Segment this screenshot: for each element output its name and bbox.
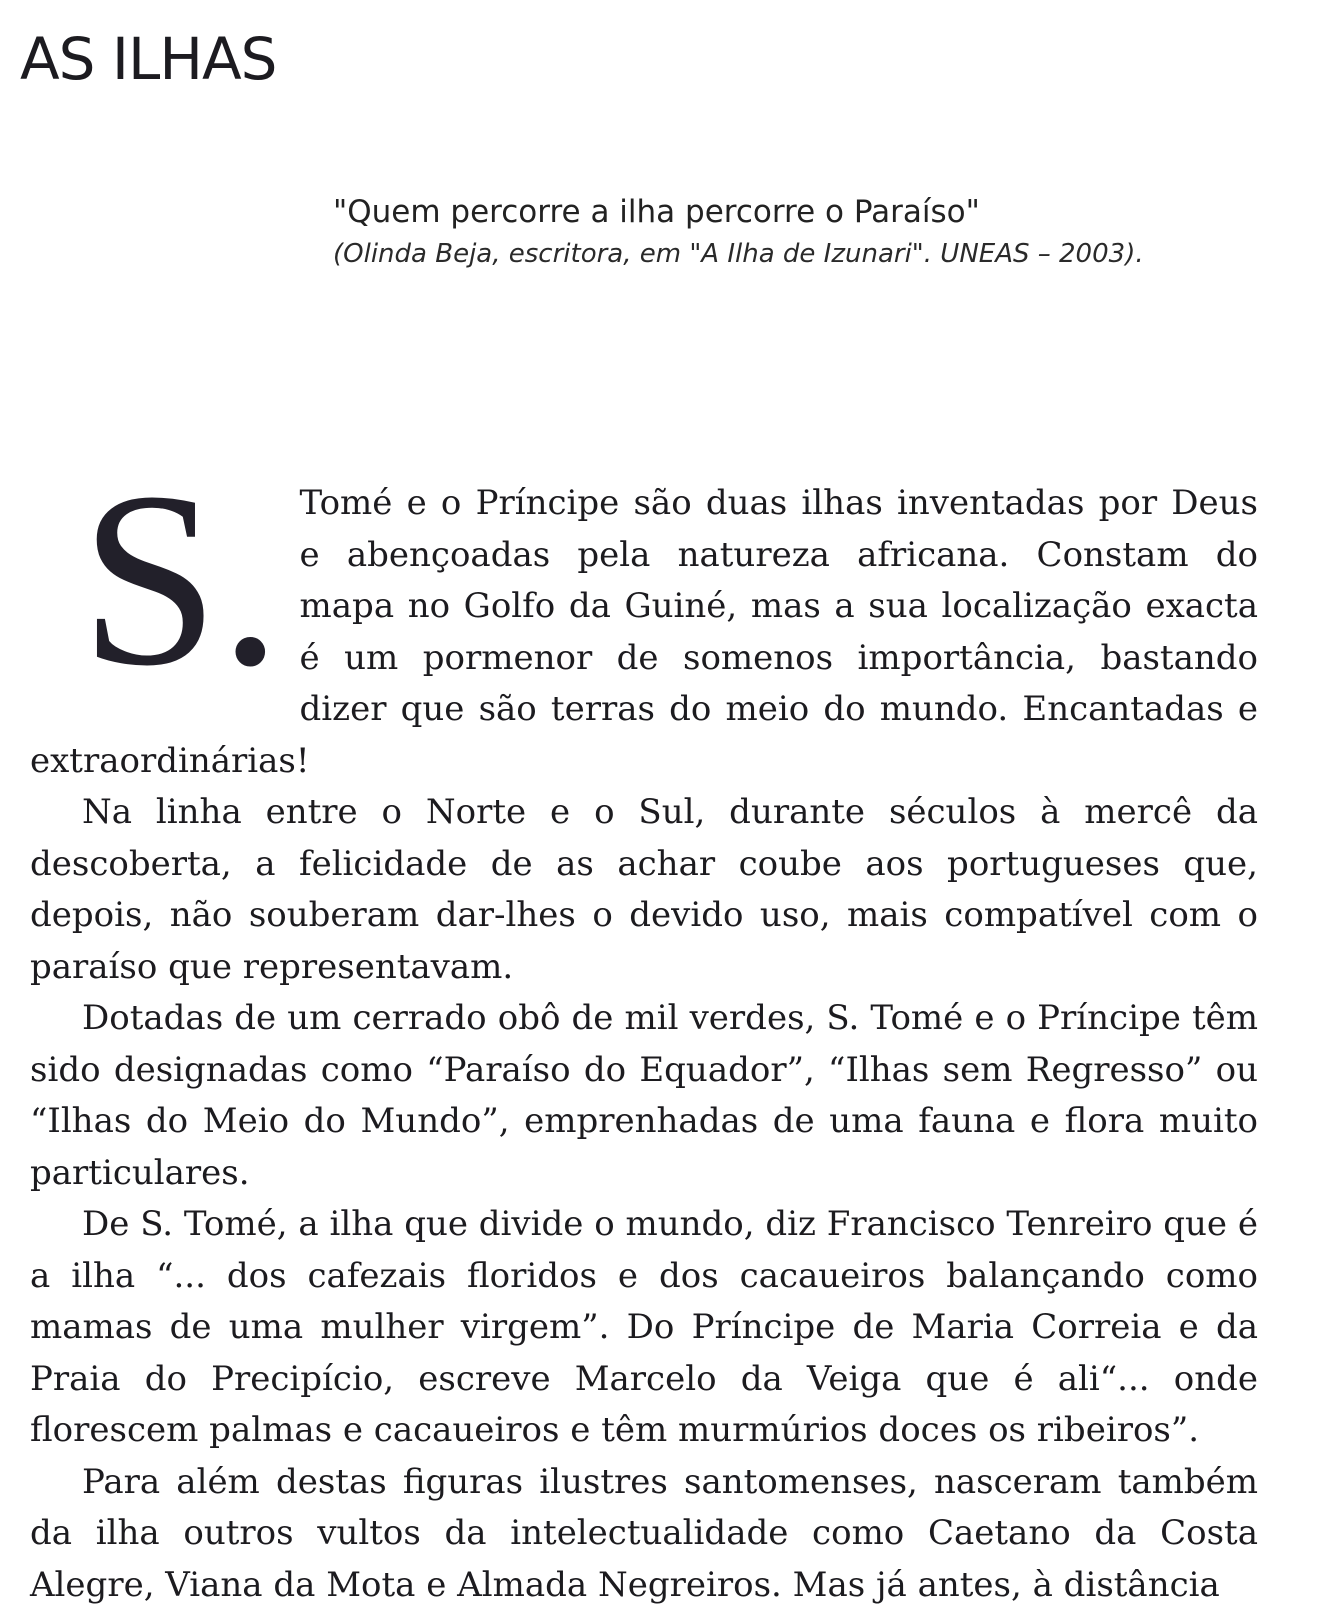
paragraph-5: Para além destas figuras ilustres santomenses, nasceram também da ilha outros vultos da intelectualidade como Caetano da Costa Alegre, Viana da Mota e Almada Negreiros. Mas já antes, à distância xyxy=(30,1457,1258,1611)
paragraph-3: Dotadas de um cerrado obô de mil verdes, S. Tomé e o Príncipe têm sido designadas como “Paraíso do Equador”, “Ilhas sem Regresso” ou “Ilhas do Meio do Mundo”, emprenhadas de uma fauna e flora muito particulares. xyxy=(30,993,1258,1199)
epigraph-citation: (Olinda Beja, escritora, em "A Ilha de Izunari". UNEAS – 2003). xyxy=(333,234,1293,274)
paragraph-2: Na linha entre o Norte e o Sul, durante séculos à mercê da descoberta, a felicidade de as achar coube aos portugueses que, depois, não souberam dar-lhes o devido uso, mais compatível com o paraíso que representavam. xyxy=(30,787,1258,993)
page-title: AS ILHAS xyxy=(20,30,276,88)
epigraph xyxy=(333,190,1293,274)
paragraph-1 xyxy=(30,478,1258,787)
paragraph-1-text: Tomé e o Príncipe são duas ilhas inventadas por Deus e abençoadas pela natureza africana. Constam do mapa no Golfo da Guiné, mas a sua localização exacta é um pormenor de somenos importância, bastando dizer que são terras do meio do mundo. Encantadas e extraordinárias! xyxy=(30,483,1258,781)
drop-cap: S. xyxy=(80,490,282,690)
body-text xyxy=(30,478,1258,1611)
paragraph-4: De S. Tomé, a ilha que divide o mundo, diz Francisco Tenreiro que é a ilha “... dos cafezais floridos e dos cacaueiros balançando como mamas de uma mulher virgem”. Do Príncipe de Maria Correia e da Praia do Precipício, escreve Marcelo da Veiga que é ali“... onde florescem palmas e cacaueiros e têm murmúrios doces os ribeiros”. xyxy=(30,1199,1258,1457)
epigraph-quote: "Quem percorre a ilha percorre o Paraíso" xyxy=(333,190,1293,234)
